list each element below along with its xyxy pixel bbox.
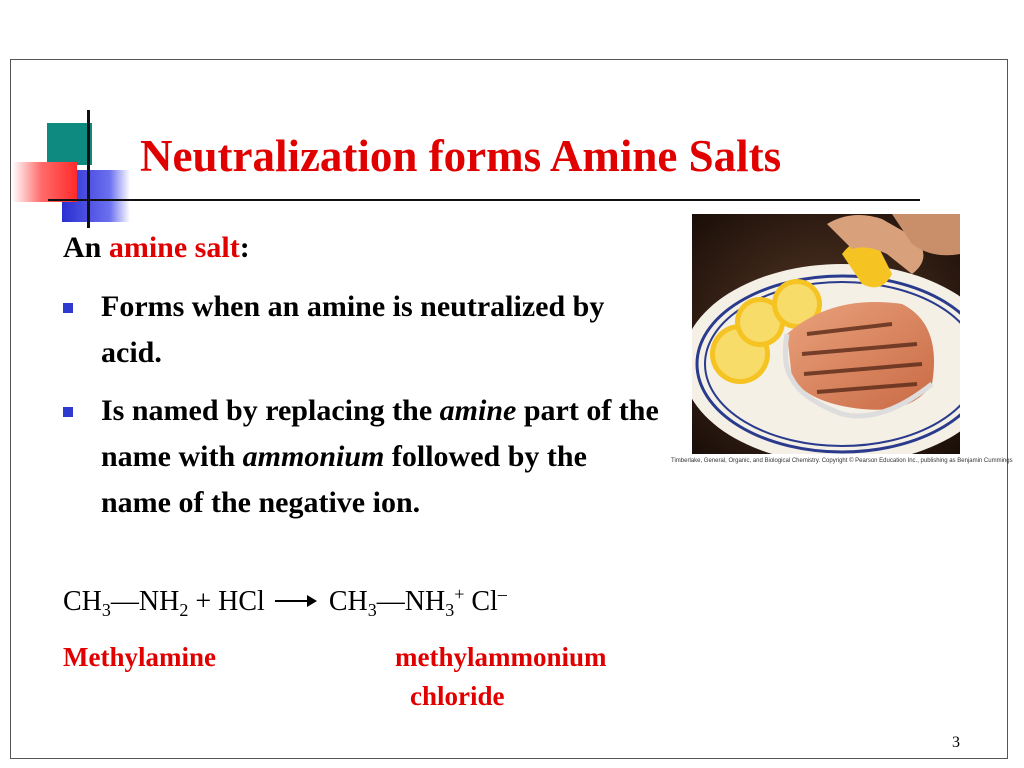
eq-nh: —NH (110, 586, 180, 617)
intro-prefix: An (63, 231, 109, 264)
page-number: 3 (952, 734, 960, 751)
eq-nh-product: —NH (376, 586, 446, 617)
eq-ch: CH (63, 586, 102, 617)
intro-suffix: : (239, 231, 250, 264)
bullet-square-icon (63, 407, 73, 417)
label-product-line2: chloride (410, 681, 505, 711)
eq-sub: 2 (179, 600, 189, 620)
bullet2-part-c: part of the name with (101, 394, 659, 473)
bullet-text: Forms when an amine is neutralized by acid. (101, 290, 605, 369)
eq-sup-plus: + (454, 584, 465, 604)
title-underline (48, 199, 920, 201)
photo-illustration (692, 214, 960, 454)
intro-line (63, 225, 250, 271)
bullet-square-icon (63, 303, 73, 313)
eq-cl: Cl (464, 586, 498, 617)
slide-title: Neutralization forms Amine Salts (140, 131, 782, 181)
bullet-item-2 (63, 388, 663, 526)
reaction-arrow-icon (275, 600, 315, 602)
label-reactant: Methylamine (63, 642, 216, 672)
logo-teal-square (47, 123, 92, 165)
logo-red-square (12, 162, 77, 202)
bullet2-italic-ammonium: ammonium (242, 440, 385, 473)
eq-ch-product: CH (328, 586, 368, 617)
bullet-text (101, 388, 663, 526)
bullet2-part-a: Is named by replacing the (101, 394, 440, 427)
label-product-line1: methylammonium (395, 642, 607, 672)
chemical-equation (63, 584, 507, 621)
eq-sub: 3 (445, 600, 455, 620)
bullet-item-1 (63, 284, 663, 376)
photo-caption: Timberlake, General, Organic, and Biological Chemistry. Copyright © Pearson Education Inc., publishing as Benjamin Cummings (671, 458, 1013, 464)
eq-sub: 3 (101, 600, 111, 620)
eq-sup-minus: – (497, 584, 507, 604)
logo-vertical-line (87, 110, 90, 228)
bullet2-italic-amine: amine (439, 394, 517, 427)
bullet2-part-e: followed by the name of the negative ion. (101, 440, 587, 519)
salmon-lemon-photo (692, 214, 960, 454)
eq-plus-hcl: + HCl (188, 586, 265, 617)
eq-sub: 3 (367, 600, 377, 620)
intro-term: amine salt (108, 231, 240, 264)
